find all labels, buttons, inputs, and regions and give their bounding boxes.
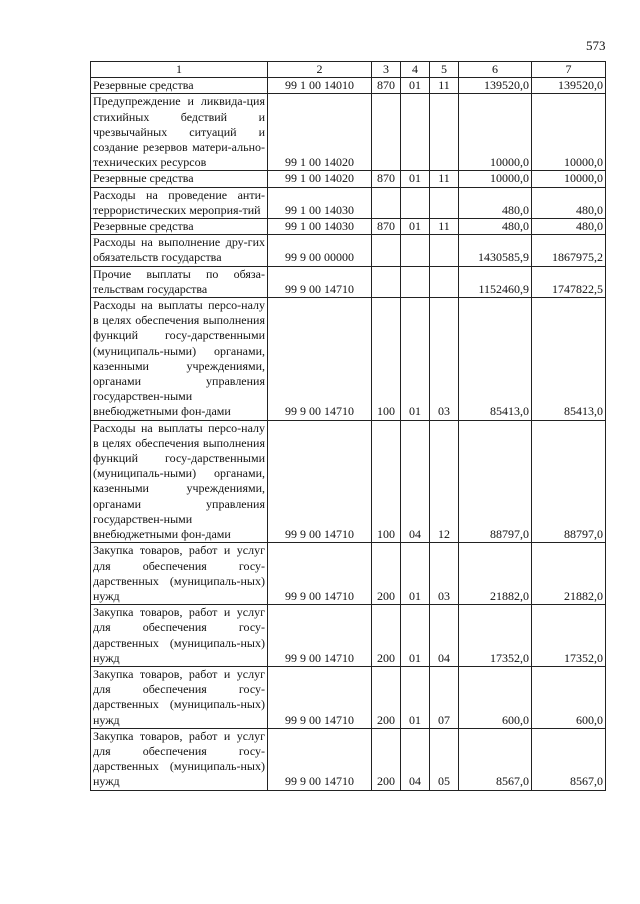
expense-name: Резервные средства — [91, 78, 268, 94]
amount-col6: 480,0 — [459, 219, 532, 235]
amount-col6: 139520,0 — [459, 78, 532, 94]
subsection-code: 11 — [430, 171, 459, 187]
expense-type-code: 870 — [372, 171, 401, 187]
expense-type-code — [372, 94, 401, 171]
expense-type-code: 200 — [372, 543, 401, 605]
amount-col7: 85413,0 — [532, 298, 606, 421]
section-code: 01 — [401, 605, 430, 667]
subsection-code: 04 — [430, 605, 459, 667]
section-code: 01 — [401, 298, 430, 421]
amount-col7: 17352,0 — [532, 605, 606, 667]
subsection-code — [430, 187, 459, 218]
expense-type-code: 200 — [372, 666, 401, 728]
section-code — [401, 187, 430, 218]
section-code: 01 — [401, 171, 430, 187]
expense-name: Предупреждение и ликвида-ция стихийных бедствий и чрезвычайных ситуаций и создание резервов матери-ально-технических ресурсов — [91, 94, 268, 171]
amount-col7: 1747822,5 — [532, 266, 606, 297]
section-code: 04 — [401, 728, 430, 790]
target-code: 99 9 00 14710 — [268, 266, 372, 297]
target-code: 99 1 00 14020 — [268, 94, 372, 171]
expense-type-code — [372, 235, 401, 266]
target-code: 99 9 00 14710 — [268, 420, 372, 543]
expense-name: Расходы на выплаты персо-налу в целях обеспечения выполнения функций госу-дарственными (муниципаль-ными) органами, казенными учреждениями, органами управления государствен-ными внебюджетными фон-дами — [91, 420, 268, 543]
expense-name: Резервные средства — [91, 171, 268, 187]
section-code — [401, 266, 430, 297]
amount-col6: 21882,0 — [459, 543, 532, 605]
table-row — [91, 171, 606, 187]
expense-name: Закупка товаров, работ и услуг для обеспечения госу-дарственных (муниципаль-ных) нужд — [91, 605, 268, 667]
subsection-code: 03 — [430, 543, 459, 605]
expense-type-code — [372, 187, 401, 218]
subsection-code — [430, 94, 459, 171]
target-code: 99 1 00 14010 — [268, 78, 372, 94]
column-header: 3 — [372, 62, 401, 78]
amount-col7: 21882,0 — [532, 543, 606, 605]
expense-name: Расходы на выполнение дру-гих обязательств государства — [91, 235, 268, 266]
column-header: 7 — [532, 62, 606, 78]
column-header: 4 — [401, 62, 430, 78]
subsection-code: 11 — [430, 78, 459, 94]
table-row — [91, 187, 606, 218]
amount-col7: 139520,0 — [532, 78, 606, 94]
amount-col6: 10000,0 — [459, 171, 532, 187]
column-header: 6 — [459, 62, 532, 78]
table-row — [91, 666, 606, 728]
table-row — [91, 543, 606, 605]
expense-name: Расходы на проведение анти-террористических мероприя-тий — [91, 187, 268, 218]
amount-col7: 8567,0 — [532, 728, 606, 790]
expense-type-code: 200 — [372, 728, 401, 790]
expense-type-code: 200 — [372, 605, 401, 667]
subsection-code: 05 — [430, 728, 459, 790]
expense-type-code: 100 — [372, 420, 401, 543]
table-row — [91, 605, 606, 667]
table-row — [91, 235, 606, 266]
table-row — [91, 728, 606, 790]
subsection-code: 03 — [430, 298, 459, 421]
expense-name: Расходы на выплаты персо-налу в целях обеспечения выполнения функций госу-дарственными (муниципаль-ными) органами, казенными учреждениями, органами управления государствен-ными внебюджетными фон-дами — [91, 298, 268, 421]
expense-name: Прочие выплаты по обяза-тельствам государства — [91, 266, 268, 297]
table-row — [91, 78, 606, 94]
section-code: 01 — [401, 666, 430, 728]
target-code: 99 1 00 14030 — [268, 187, 372, 218]
amount-col6: 8567,0 — [459, 728, 532, 790]
amount-col7: 1867975,2 — [532, 235, 606, 266]
target-code: 99 1 00 14020 — [268, 171, 372, 187]
section-code: 01 — [401, 219, 430, 235]
target-code: 99 9 00 14710 — [268, 298, 372, 421]
table-row — [91, 420, 606, 543]
amount-col7: 480,0 — [532, 187, 606, 218]
target-code: 99 9 00 00000 — [268, 235, 372, 266]
section-code: 01 — [401, 543, 430, 605]
expense-type-code: 100 — [372, 298, 401, 421]
target-code: 99 9 00 14710 — [268, 666, 372, 728]
subsection-code — [430, 266, 459, 297]
amount-col6: 88797,0 — [459, 420, 532, 543]
expense-type-code: 870 — [372, 219, 401, 235]
section-code — [401, 235, 430, 266]
subsection-code — [430, 235, 459, 266]
target-code: 99 9 00 14710 — [268, 605, 372, 667]
amount-col6: 85413,0 — [459, 298, 532, 421]
amount-col7: 10000,0 — [532, 171, 606, 187]
expense-type-code: 870 — [372, 78, 401, 94]
amount-col6: 480,0 — [459, 187, 532, 218]
column-header: 5 — [430, 62, 459, 78]
target-code: 99 9 00 14710 — [268, 543, 372, 605]
expense-type-code — [372, 266, 401, 297]
section-code: 01 — [401, 78, 430, 94]
table-header-row — [91, 62, 606, 78]
column-header: 1 — [91, 62, 268, 78]
subsection-code: 11 — [430, 219, 459, 235]
column-header: 2 — [268, 62, 372, 78]
page-number: 573 — [586, 38, 606, 53]
amount-col6: 10000,0 — [459, 94, 532, 171]
section-code: 04 — [401, 420, 430, 543]
section-code — [401, 94, 430, 171]
amount-col6: 1152460,9 — [459, 266, 532, 297]
table-row — [91, 266, 606, 297]
amount-col7: 10000,0 — [532, 94, 606, 171]
expense-name: Закупка товаров, работ и услуг для обеспечения госу-дарственных (муниципаль-ных) нужд — [91, 666, 268, 728]
expense-name: Закупка товаров, работ и услуг для обеспечения госу-дарственных (муниципаль-ных) нужд — [91, 728, 268, 790]
table-row — [91, 94, 606, 171]
subsection-code: 12 — [430, 420, 459, 543]
amount-col6: 1430585,9 — [459, 235, 532, 266]
amount-col7: 600,0 — [532, 666, 606, 728]
amount-col7: 480,0 — [532, 219, 606, 235]
budget-table — [90, 61, 606, 791]
table-row — [91, 298, 606, 421]
amount-col6: 600,0 — [459, 666, 532, 728]
target-code: 99 9 00 14710 — [268, 728, 372, 790]
amount-col7: 88797,0 — [532, 420, 606, 543]
table-row — [91, 219, 606, 235]
expense-name: Закупка товаров, работ и услуг для обеспечения госу-дарственных (муниципаль-ных) нужд — [91, 543, 268, 605]
amount-col6: 17352,0 — [459, 605, 532, 667]
target-code: 99 1 00 14030 — [268, 219, 372, 235]
subsection-code: 07 — [430, 666, 459, 728]
expense-name: Резервные средства — [91, 219, 268, 235]
